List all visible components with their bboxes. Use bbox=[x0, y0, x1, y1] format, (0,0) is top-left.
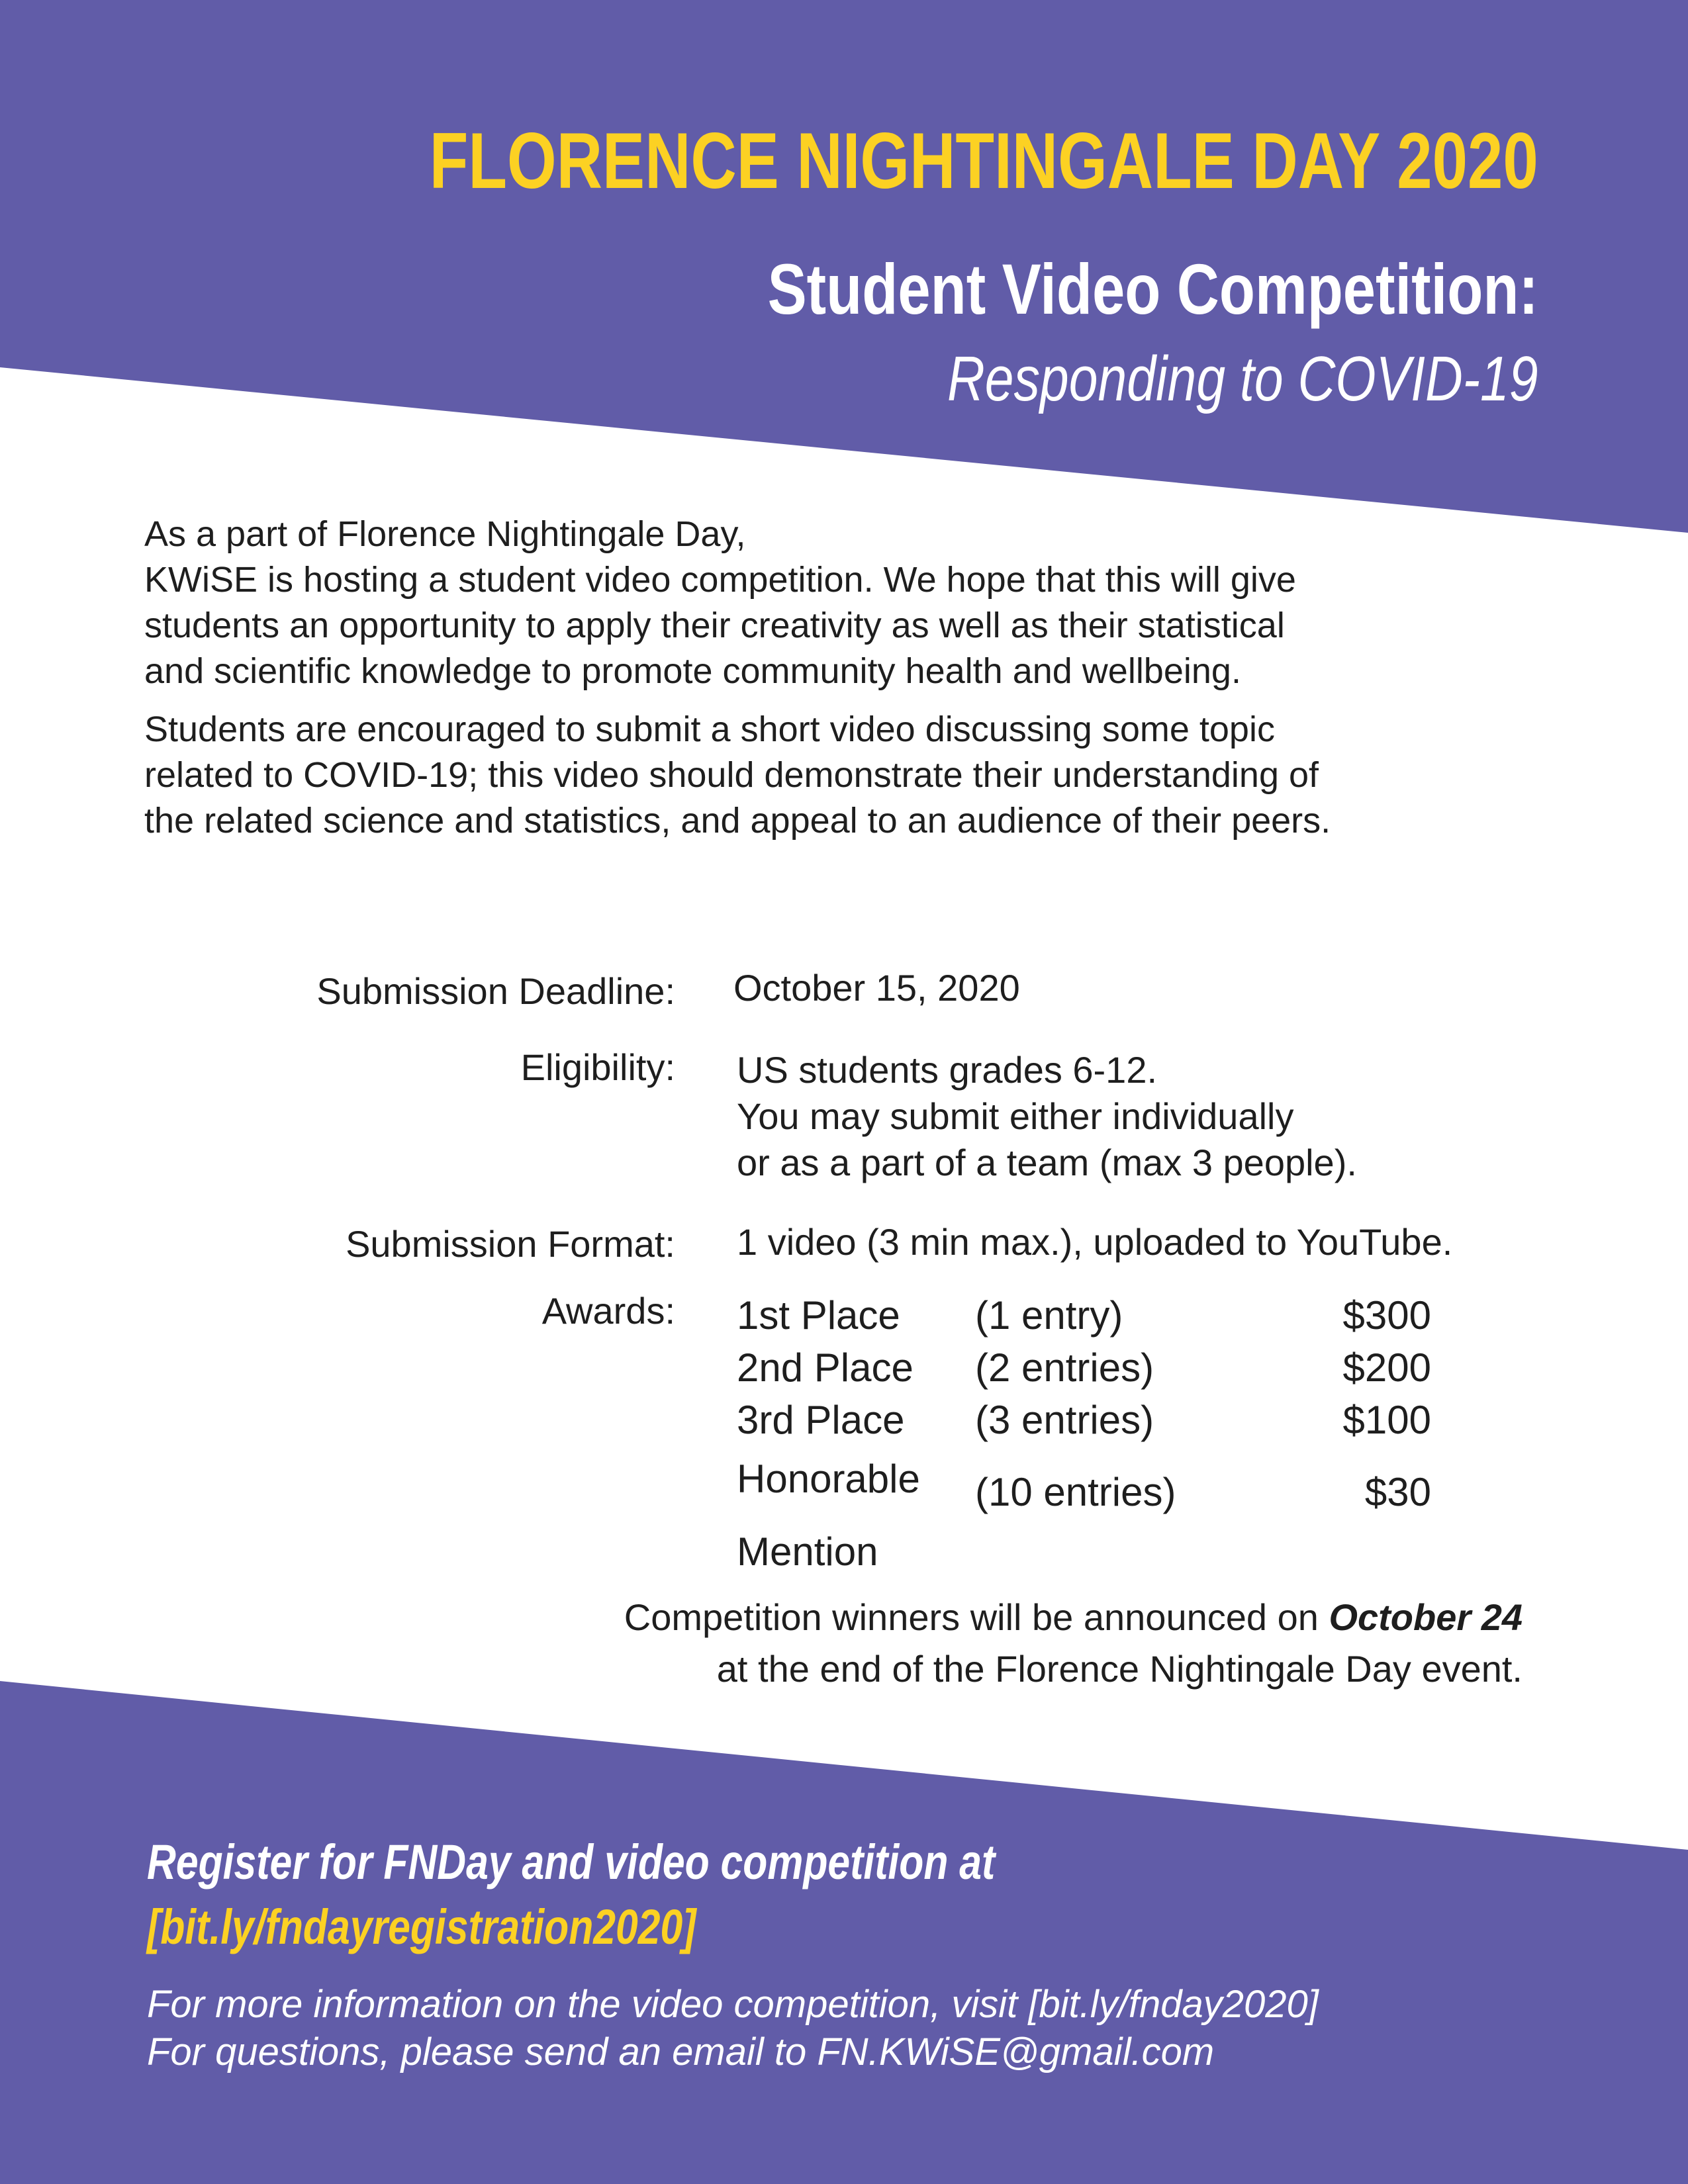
deadline-label: Submission Deadline: bbox=[316, 970, 675, 1012]
award-entries: (2 entries) bbox=[975, 1345, 1154, 1390]
award-entries: (10 entries) bbox=[975, 1470, 1176, 1514]
intro-p1-line: KWiSE is hosting a student video competition. We hope that this will give bbox=[144, 560, 1296, 600]
intro-p2-line: related to COVID-19; this video should demonstrate their understanding of bbox=[144, 755, 1319, 795]
award-place: 1st Place bbox=[737, 1293, 900, 1338]
intro-paragraph-1 bbox=[144, 512, 1561, 694]
registration-text: Register for FNDay and video competition at bbox=[147, 1835, 996, 1889]
info-link-line[interactable]: For more information on the video competition, visit [bit.ly/fnday2020] bbox=[147, 1983, 1319, 2026]
registration-callout bbox=[147, 1830, 995, 1960]
page-title: FLORENCE NIGHTINGALE DAY 2020 bbox=[429, 116, 1538, 205]
contact-email-line[interactable]: For questions, please send an email to FN.KWiSE@gmail.com bbox=[147, 2030, 1215, 2073]
page-subtitle: Student Video Competition: bbox=[767, 249, 1538, 329]
eligibility-value bbox=[737, 1047, 1357, 1186]
page-subtitle-topic: Responding to COVID-19 bbox=[947, 343, 1538, 414]
award-place-honorable bbox=[737, 1443, 920, 1588]
award-amount: $200 bbox=[1342, 1345, 1431, 1390]
announcement-text: Competition winners will be announced on bbox=[624, 1596, 1329, 1638]
winners-announcement bbox=[624, 1592, 1523, 1695]
award-amount: $300 bbox=[1342, 1293, 1431, 1338]
eligibility-line: or as a part of a team (max 3 people). bbox=[737, 1142, 1357, 1183]
deadline-value: October 15, 2020 bbox=[733, 967, 1020, 1009]
announcement-text: at the end of the Florence Nightingale Day event. bbox=[716, 1648, 1523, 1690]
award-place: 3rd Place bbox=[737, 1398, 905, 1442]
award-place-line: Mention bbox=[737, 1529, 878, 1574]
intro-p1-line: students an opportunity to apply their creativity as well as their statistical bbox=[144, 606, 1285, 645]
intro-p1-line: As a part of Florence Nightingale Day, bbox=[144, 514, 746, 554]
intro-p1-line: and scientific knowledge to promote community health and wellbeing. bbox=[144, 651, 1241, 691]
announcement-date: October 24 bbox=[1329, 1596, 1523, 1638]
intro-paragraph-2 bbox=[144, 707, 1561, 844]
format-value: 1 video (3 min max.), uploaded to YouTube. bbox=[737, 1221, 1453, 1263]
awards-label: Awards: bbox=[541, 1290, 675, 1332]
registration-link[interactable]: [bit.ly/fndayregistration2020] bbox=[147, 1899, 696, 1954]
award-entries: (3 entries) bbox=[975, 1398, 1154, 1442]
eligibility-line: You may submit either individually bbox=[737, 1095, 1294, 1137]
intro-p2-line: the related science and statistics, and appeal to an audience of their peers. bbox=[144, 801, 1331, 841]
award-amount: $30 bbox=[1364, 1470, 1431, 1514]
format-label: Submission Format: bbox=[346, 1223, 675, 1265]
award-amount: $100 bbox=[1342, 1398, 1431, 1442]
more-info bbox=[147, 1981, 1319, 2076]
award-place: 2nd Place bbox=[737, 1345, 914, 1390]
intro-section bbox=[144, 512, 1561, 844]
award-entries: (1 entry) bbox=[975, 1293, 1123, 1338]
eligibility-line: US students grades 6-12. bbox=[737, 1049, 1158, 1091]
eligibility-label: Eligibility: bbox=[520, 1046, 675, 1088]
intro-p2-line: Students are encouraged to submit a short video discussing some topic bbox=[144, 709, 1275, 749]
award-place-line: Honorable bbox=[737, 1457, 920, 1501]
